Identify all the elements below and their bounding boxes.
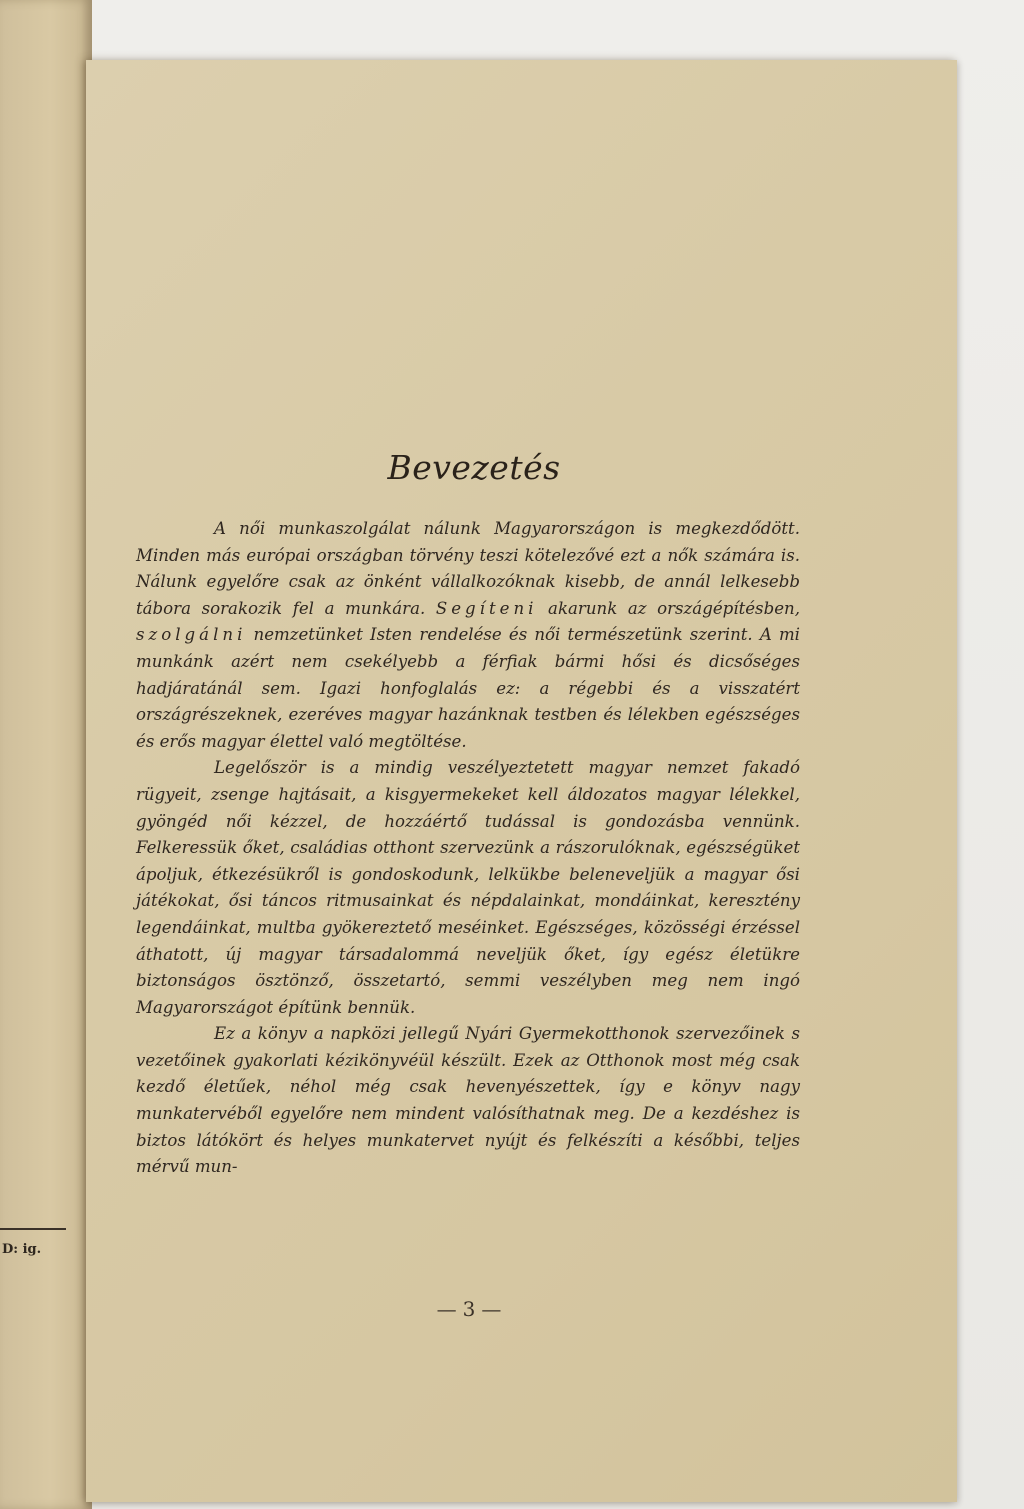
- paragraph-1-part-5: nemzetünket Isten rendelése és női természetünk szerint. A mi munkánk azért nem csekélyebb a férfiak bármi hősi és dicsőséges hadjáratánál sem. Igazi honfoglalás ez: a régebbi és a visszatért országrészeknek, ezeréves magyar hazánknak testben és lélekben egészséges és erős magyar élettel való megtöltése.: [136, 625, 800, 751]
- chapter-title: Bevezetés: [387, 448, 561, 487]
- page-number-footer: [0, 1297, 938, 1321]
- emphasis-segiteni: Segíteni: [435, 598, 538, 618]
- left-page-margin-note: D: ig.: [2, 1242, 42, 1257]
- page-number: 3: [462, 1297, 476, 1321]
- paragraph-2: Legelőször is a mindig veszélyeztetett magyar nemzet fakadó rügyeit, zsenge hajtásait, a kisgyermekeket kell áldozatos magyar lélekkel, gyöngéd női kézzel, de hozzáértő tudással is gondozásba vennünk. Felkeressük őket, családias otthont szervezünk a rászorulóknak, egészségüket ápoljuk, étkezésükről is gondoskodunk, lelkükbe beleneveljük a magyar ősi játékokat, ősi táncos ritmusainkat és népdalainkat, mondáinkat, keresztény legendáinkat, multba gyökereztető meséinket. Egészséges, közösségi érzéssel áthatott, új magyar társadalommá neveljük őket, így egész életükre biztonságos ösztönző, összetartó, semmi veszélyben meg nem ingó Magyarországot építünk bennük.: [136, 758, 800, 1017]
- paragraph-1-part-1: A női munkaszolgálat nálunk Magyarországon is megkezdődött. Minden más európai országban törvény teszi kötelezővé ezt a nők számára is. Nálunk egyelőre csak az önként vállalkozóknak kisebb, de annál lelkesebb tábora sorakozik fel a munkára.: [136, 519, 800, 618]
- left-page-edge: [0, 0, 92, 1509]
- paragraph-3: Ez a könyv a napközi jellegű Nyári Gyermekotthonok szervezőinek s vezetőinek gyakorlati kézikönyvéül készült. Ezek az Otthonok most még csak kezdő életűek, néhol még csak hevenyészettek, így e könyv nagy munkatervéből egyelőre nem mindent valósíthatnak meg. De a kezdéshez is biztos látókört és helyes munkatervet nyújt és felkészíti a későbbi, teljes mérvű mun-: [136, 1024, 800, 1177]
- left-page-rule: [0, 1228, 66, 1230]
- paragraph-1: [136, 516, 800, 755]
- body-text: [136, 516, 800, 1181]
- emphasis-szolgalni: szolgálni: [136, 625, 247, 645]
- page-number-dash-right: —: [481, 1297, 502, 1321]
- page-number-dash-left: —: [436, 1297, 457, 1321]
- paragraph-1-part-3: akarunk az országépítésben,: [537, 598, 800, 618]
